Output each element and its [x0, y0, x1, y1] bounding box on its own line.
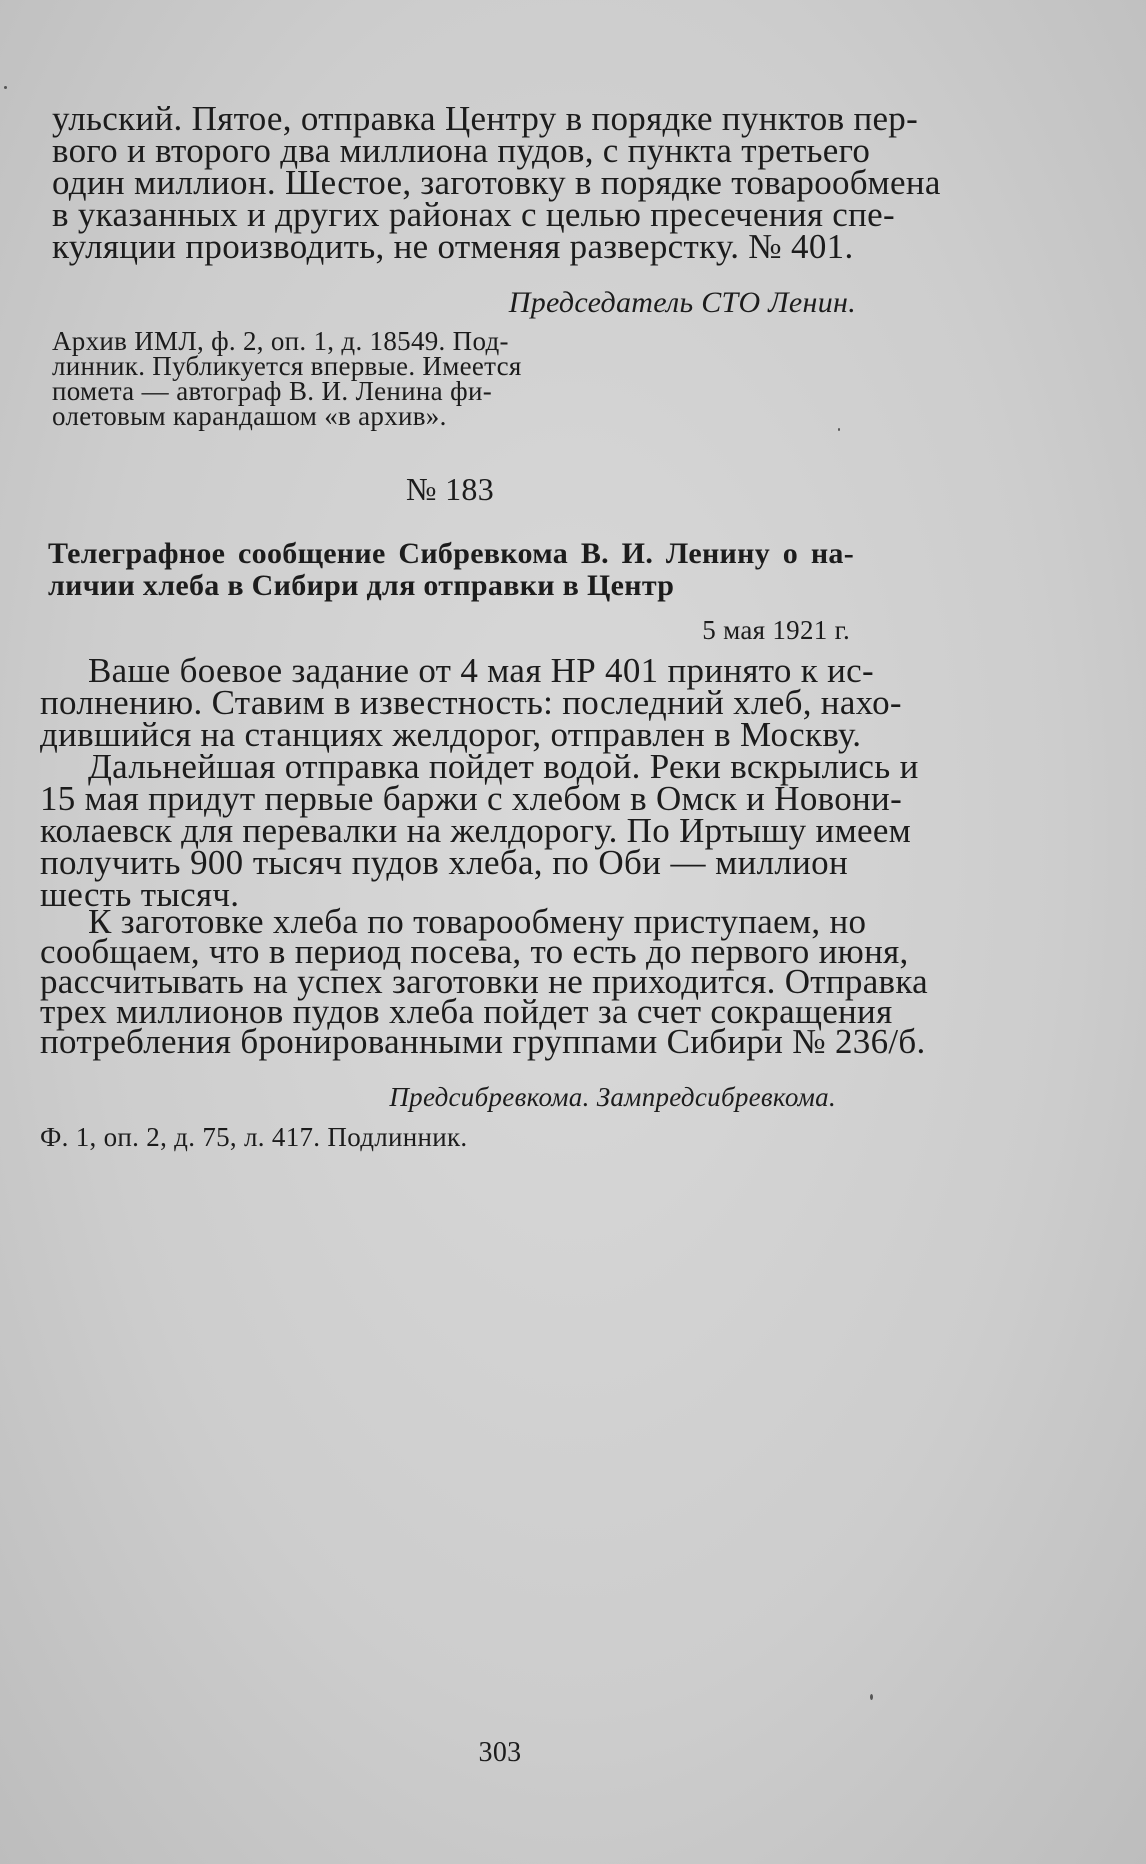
- note-line: помета — автограф В. И. Ленина фи-: [52, 376, 492, 406]
- note-line: линник. Публикуется впервые. Имеется: [52, 351, 522, 381]
- text-line: ульский. Пятое, отправка Центру в порядке пунктов пер-: [52, 99, 919, 138]
- scan-speck: [870, 1694, 873, 1700]
- text-line: полнению. Ставим в известность: последний хлеб, нахо-: [40, 683, 902, 722]
- text-line: один миллион. Шестое, заготовку в порядке товарообмена: [52, 163, 941, 202]
- text-line: колаевск для перевалки на желдорогу. По Иртышу имеем: [40, 811, 912, 850]
- document-number: № 183: [405, 471, 495, 507]
- document-date: 5 мая 1921 г.: [702, 615, 850, 645]
- text-line: в указанных и других районах с целью пресечения спе-: [52, 195, 895, 234]
- page-number: 303: [478, 1737, 522, 1768]
- title-line: Телеграфное сообщение Сибревкома В. И. Ленину о на-: [48, 537, 854, 570]
- scan-speck: [838, 428, 840, 431]
- text-line: К заготовке хлеба по товарообмену приступаем, но: [88, 902, 867, 941]
- text-line: сообщаем, что в период посева, то есть до первого июня,: [40, 932, 909, 971]
- text-line: потребления бронированными группами Сибири № 236/б.: [40, 1022, 926, 1061]
- text-line: 15 мая придут первые баржи с хлебом в Омск и Новони-: [40, 779, 903, 818]
- title-line: личии хлеба в Сибири для отправки в Центр: [48, 569, 675, 602]
- note-line: олетовым карандашом «в архив».: [52, 401, 447, 431]
- scan-speck: [4, 86, 7, 89]
- text-line: шесть тысяч.: [40, 875, 240, 914]
- text-line: дившийся на станциях желдорог, отправлен в Москву.: [40, 715, 862, 754]
- text-line: вого и второго два миллиона пудов, с пункта третьего: [52, 131, 871, 170]
- text-line: куляции производить, не отменяя разверстку. № 401.: [52, 227, 854, 266]
- signature-sibrevkom: Предсибревкома. Зампредсибревкома.: [389, 1082, 836, 1112]
- text-line: трех миллионов пудов хлеба пойдет за счет сокращения: [40, 992, 893, 1031]
- text-line: получить 900 тысяч пудов хлеба, по Оби — миллион: [40, 843, 848, 882]
- signature-chairman: Председатель СТО Ленин.: [508, 286, 856, 319]
- note-line: Архив ИМЛ, ф. 2, оп. 1, д. 18549. Под-: [52, 326, 509, 356]
- text-line: Дальнейшая отправка пойдет водой. Реки вскрылись и: [88, 747, 919, 786]
- archive-note-2: Ф. 1, оп. 2, д. 75, л. 417. Подлинник.: [40, 1122, 468, 1152]
- text-line: рассчитывать на успех заготовки не приходится. Отправка: [40, 962, 928, 1001]
- text-line: Ваше боевое задание от 4 мая НР 401 принято к ис-: [88, 651, 874, 690]
